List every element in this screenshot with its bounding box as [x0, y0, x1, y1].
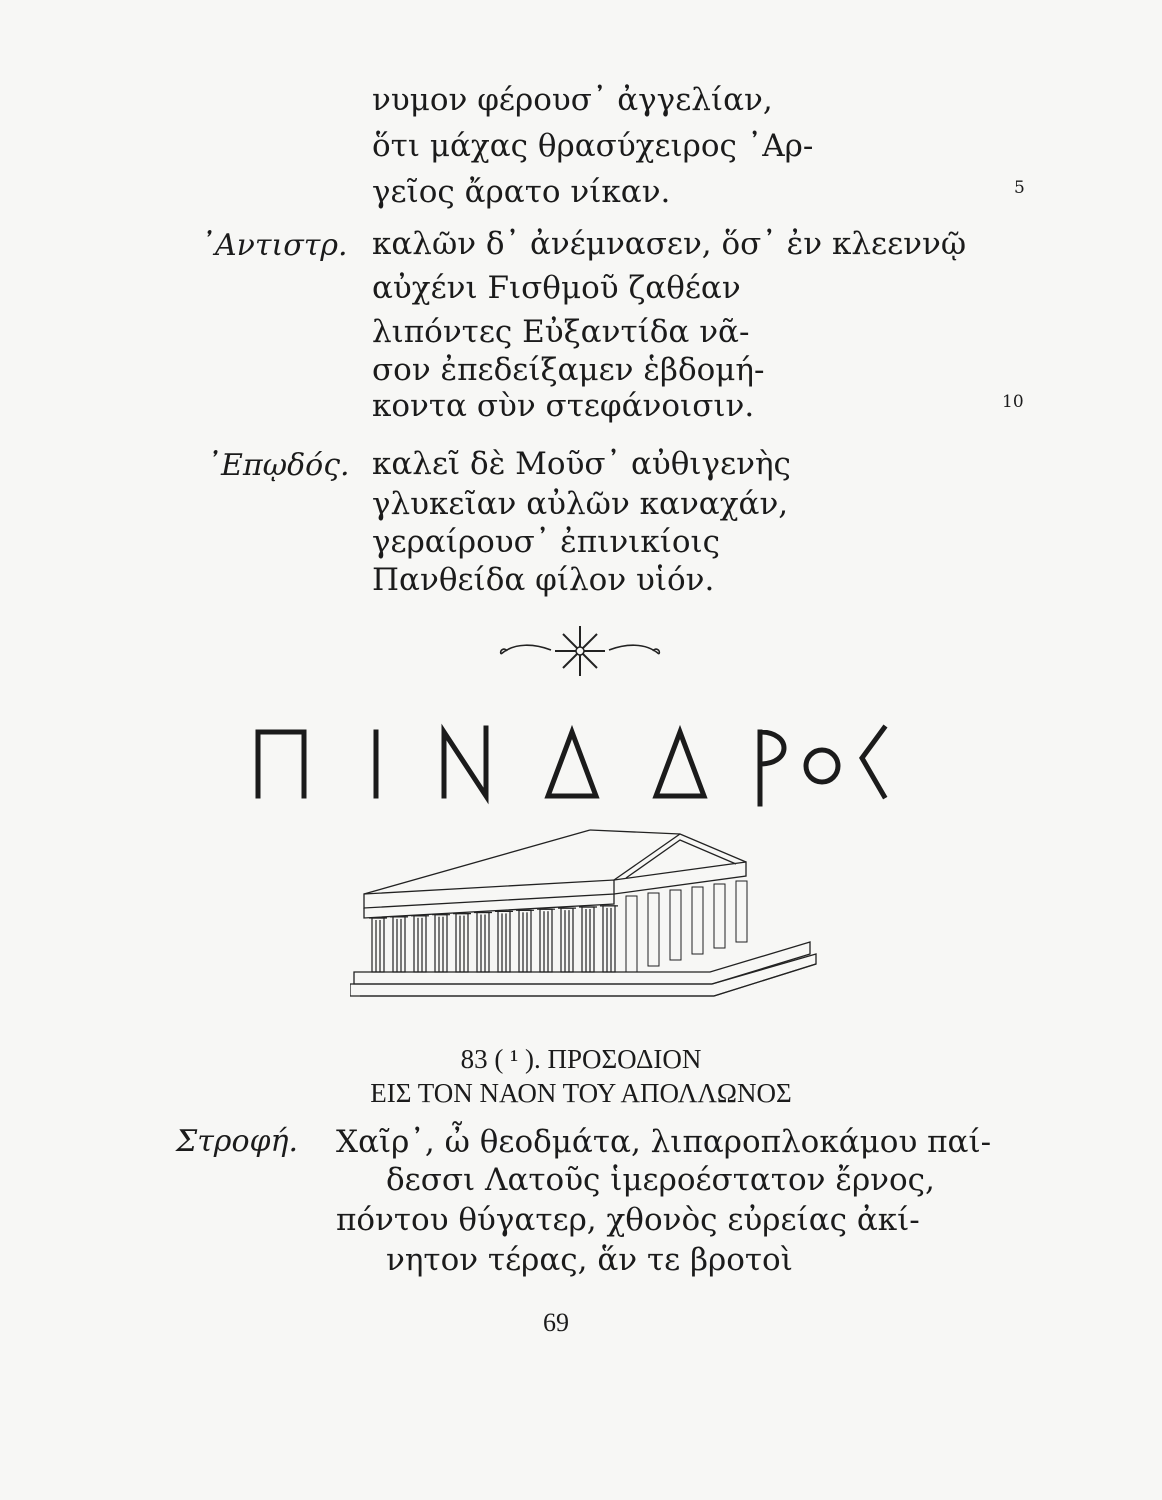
poem-line: γεραίρουσ᾽ ἐπινικίοις	[372, 524, 721, 560]
poem-line: σον ἐπεδείξαμεν ἑβδομή-	[372, 352, 765, 388]
poem-line: γεῖος ἄρατο νίκαν.	[372, 174, 671, 210]
poem-line: Πανθείδα φίλον υἱόν.	[372, 562, 715, 598]
poem-line: καλεῖ δὲ Μοῦσ᾽ αὐθιγενὴς	[372, 446, 791, 482]
poem-line: κοντα σὺν στεφάνοισιν.	[372, 388, 755, 424]
section-heading: 83 ( ¹ ). ΠΡΟΣΟΔΙΟΝ	[460, 1044, 702, 1074]
star-ornament-icon	[495, 620, 665, 680]
title-pindaros	[252, 718, 892, 808]
epode-label: ᾽Επῳδός.	[206, 448, 350, 483]
line-number: 10	[1002, 392, 1024, 412]
page-number: 69	[543, 1308, 569, 1337]
poem-line: πόντου θύγατερ, χθονὸς εὐρείας ἀκί-	[336, 1202, 920, 1238]
poem-line: νητον τέρας, ἅν τε βροτοὶ	[386, 1242, 793, 1278]
poem-line: λιπόντες Εὐξαντίδα νᾶ-	[372, 314, 750, 350]
strophe-label: Στροφή.	[176, 1124, 299, 1159]
line-number: 5	[1014, 178, 1025, 198]
poem-line: νυμον φέρουσ᾽ ἀγγελίαν,	[372, 82, 773, 118]
poem-line: αὐχένι Ϝισθμοῦ ζαθέαν	[372, 270, 741, 306]
poem-line: ὅτι μάχας θρασύχειρος ᾽Αρ-	[372, 128, 814, 164]
poem-line: δεσσι Λατοῦς ἱμεροέστατον ἔρνος,	[386, 1162, 935, 1198]
greek-temple-illustration	[350, 822, 820, 1012]
poem-line: Χαῖρ᾽, ὦ θεοδμάτα, λιπαροπλοκάμου παί-	[336, 1124, 992, 1160]
poem-line: γλυκεῖαν αὐλῶν καναχάν,	[372, 486, 789, 522]
antistrophe-label: ᾽Αντιστρ.	[200, 228, 348, 263]
poem-line: καλῶν δ᾽ ἀνέμνασεν, ὅσ᾽ ἐν κλεεννῷ	[372, 226, 967, 262]
section-subheading: ΕΙΣ ΤΟΝ ΝΑΟΝ ΤΟΥ ΑΠΟΛΛΩΝΟΣ	[370, 1078, 792, 1108]
